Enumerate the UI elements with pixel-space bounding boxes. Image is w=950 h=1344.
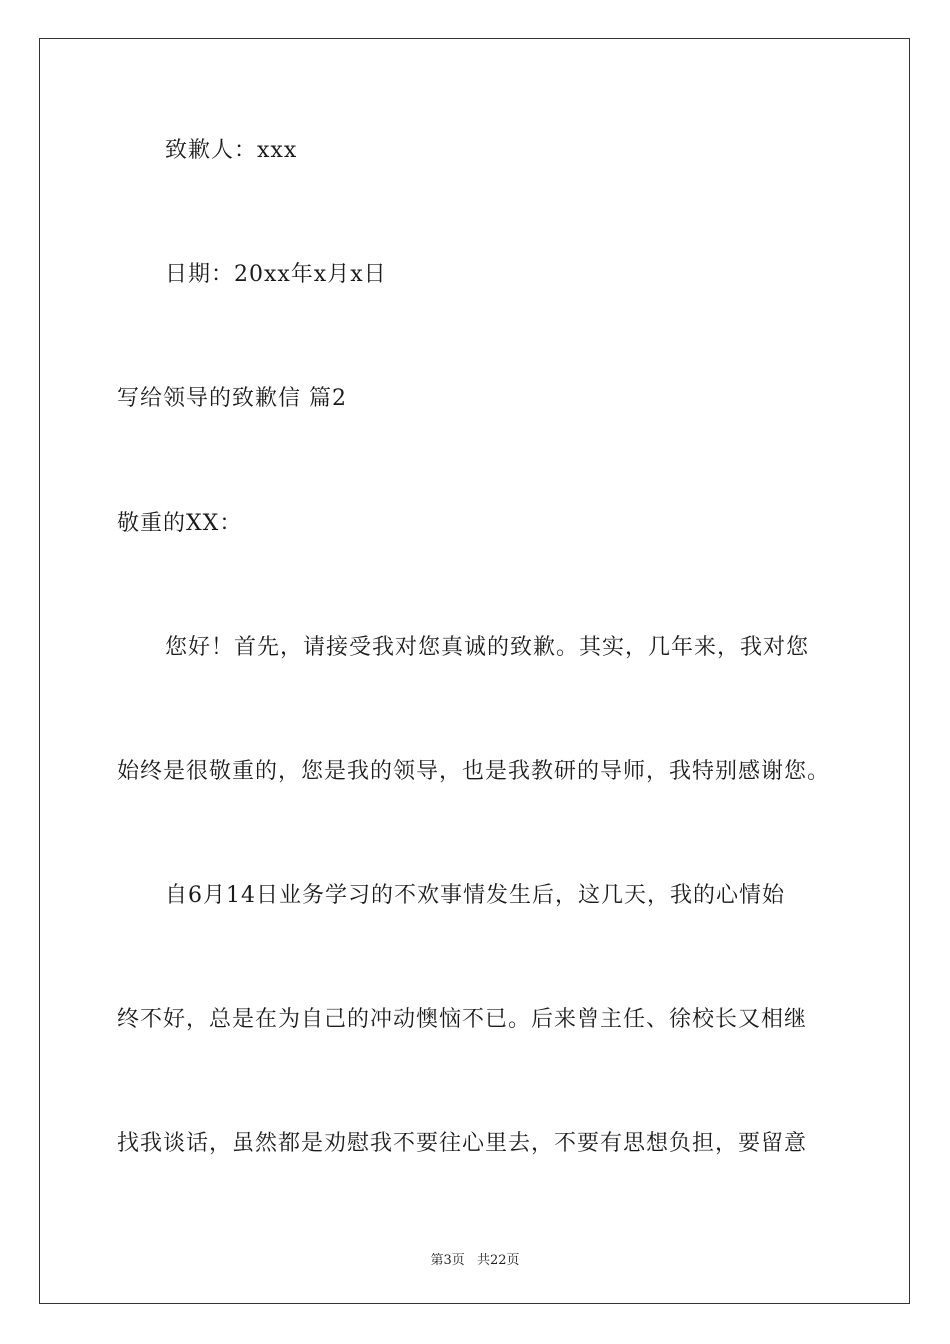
page-footer [0, 1249, 950, 1268]
page-border [39, 38, 910, 1304]
date-line: 日期：20xx年x月x日 [165, 262, 387, 287]
signature-line: 致歉人：xxx [165, 138, 298, 163]
page-total: 共22页 [476, 1253, 520, 1268]
paragraph-line: 自6月14日业务学习的不欢事情发生后，这几天，我的心情始 [165, 883, 785, 908]
paragraph-line: 终不好，总是在为自己的冲动懊恼不已。后来曾主任、徐校长又相继 [117, 1007, 808, 1032]
paragraph-line: 您好！首先，请接受我对您真诚的致歉。其实，几年来，我对您 [165, 635, 810, 660]
salutation: 敬重的XX： [117, 511, 243, 536]
section-heading: 写给领导的致歉信 篇2 [117, 386, 347, 411]
page-number: 第3页 [430, 1253, 465, 1268]
paragraph-line: 始终是很敬重的，您是我的领导，也是我教研的导师，我特别感谢您。 [117, 759, 831, 784]
paragraph-line: 找我谈话，虽然都是劝慰我不要往心里去，不要有思想负担，要留意 [117, 1131, 808, 1156]
